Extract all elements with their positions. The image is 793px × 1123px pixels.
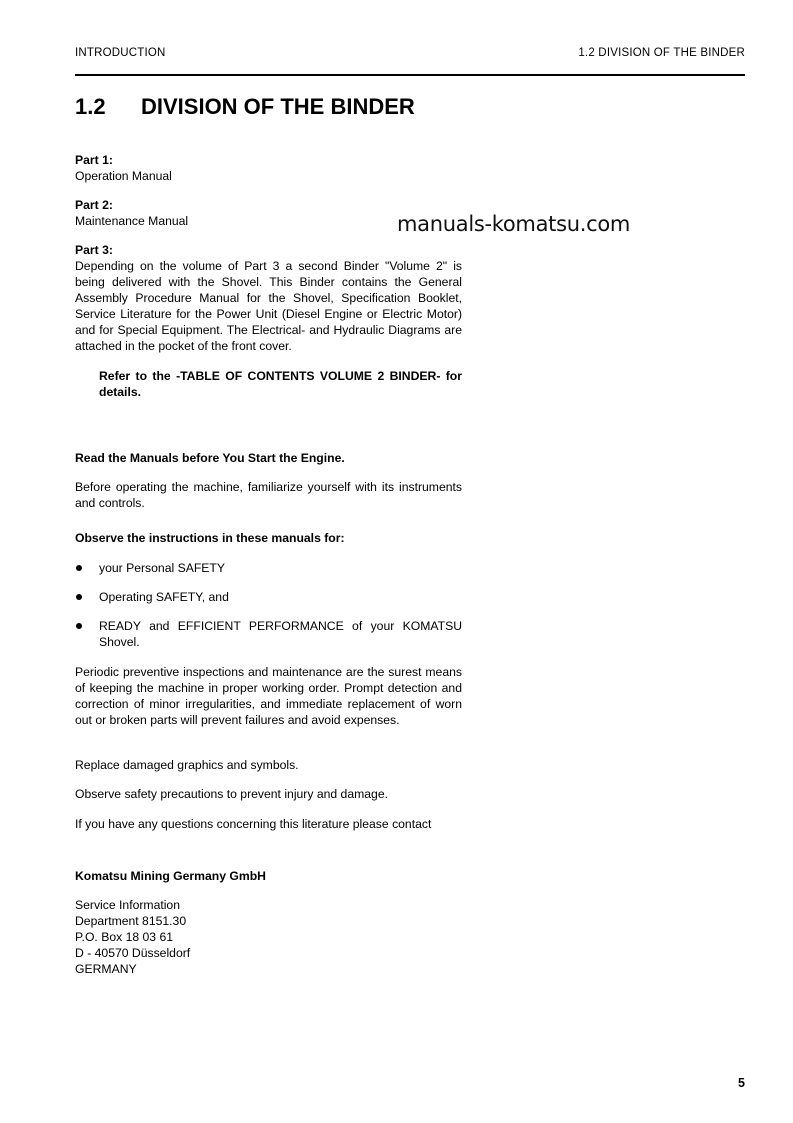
bullet-text: Operating SAFETY, and bbox=[99, 590, 229, 604]
questions-paragraph: If you have any questions concerning this literature please contact bbox=[75, 817, 432, 831]
running-header-right: 1.2 DIVISION OF THE BINDER bbox=[578, 47, 745, 59]
page-number: 5 bbox=[738, 1076, 745, 1090]
observe-heading: Observe the instructions in these manuals for: bbox=[75, 531, 345, 545]
part-3-text: Depending on the volume of Part 3 a second Binder "Volume 2" is being delivered with the Shovel. This Binder contains the General Assembly Procedure Manual for the Shovel, Specification Booklet, Service Literature for the Power Unit (Diesel Engine or Electric Motor) and for Special Equipment. The Electrical- and Hydraulic Diagrams are attached in the pocket of the front cover. bbox=[75, 259, 462, 353]
bullet-text: READY and EFFICIENT PERFORMANCE of your KOMATSU Shovel. bbox=[99, 619, 462, 649]
address-line: D - 40570 Düsseldorf bbox=[75, 946, 191, 960]
part-1 bbox=[75, 152, 462, 184]
section-number: 1.2 bbox=[75, 94, 106, 119]
bullet-item bbox=[75, 618, 462, 650]
company-name: Komatsu Mining Germany GmbH bbox=[75, 869, 266, 883]
page-title bbox=[75, 94, 415, 120]
part-3 bbox=[75, 242, 462, 354]
header-rule bbox=[75, 74, 745, 76]
bullet-icon bbox=[76, 594, 82, 600]
part-1-label: Part 1: bbox=[75, 153, 113, 167]
part-1-text: Operation Manual bbox=[75, 169, 172, 183]
bullet-text: your Personal SAFETY bbox=[99, 561, 225, 575]
section-title: DIVISION OF THE BINDER bbox=[141, 94, 415, 119]
contact-address bbox=[75, 897, 462, 977]
part-2 bbox=[75, 197, 462, 229]
running-header-left: INTRODUCTION bbox=[75, 47, 166, 59]
address-line: Service Information bbox=[75, 898, 180, 912]
address-line: Department 8151.30 bbox=[75, 914, 187, 928]
part-2-text: Maintenance Manual bbox=[75, 214, 189, 228]
part-3-label: Part 3: bbox=[75, 243, 113, 257]
address-line: P.O. Box 18 03 61 bbox=[75, 930, 174, 944]
watermark: manuals-komatsu.com bbox=[397, 212, 631, 236]
bullet-icon bbox=[76, 565, 82, 571]
periodic-paragraph: Periodic preventive inspections and maintenance are the surest means of keeping the machine in proper working order. Prompt detection and correction of minor irregularities, and immediate replacement of worn out or broken parts will prevent failures and avoid expenses. bbox=[75, 665, 462, 727]
read-heading: Read the Manuals before You Start the Engine. bbox=[75, 451, 345, 465]
address-line: GERMANY bbox=[75, 962, 137, 976]
replace-paragraph: Replace damaged graphics and symbols. bbox=[75, 758, 299, 772]
bullet-icon bbox=[76, 623, 82, 629]
refer-note: Refer to the -TABLE OF CONTENTS VOLUME 2 BINDER- for details. bbox=[99, 369, 462, 399]
observe-safety-paragraph: Observe safety precautions to prevent injury and damage. bbox=[75, 787, 388, 801]
bullet-item bbox=[75, 560, 462, 576]
part-2-label: Part 2: bbox=[75, 198, 113, 212]
read-text: Before operating the machine, familiarize yourself with its instruments and controls. bbox=[75, 480, 462, 510]
bullet-item bbox=[75, 589, 462, 605]
